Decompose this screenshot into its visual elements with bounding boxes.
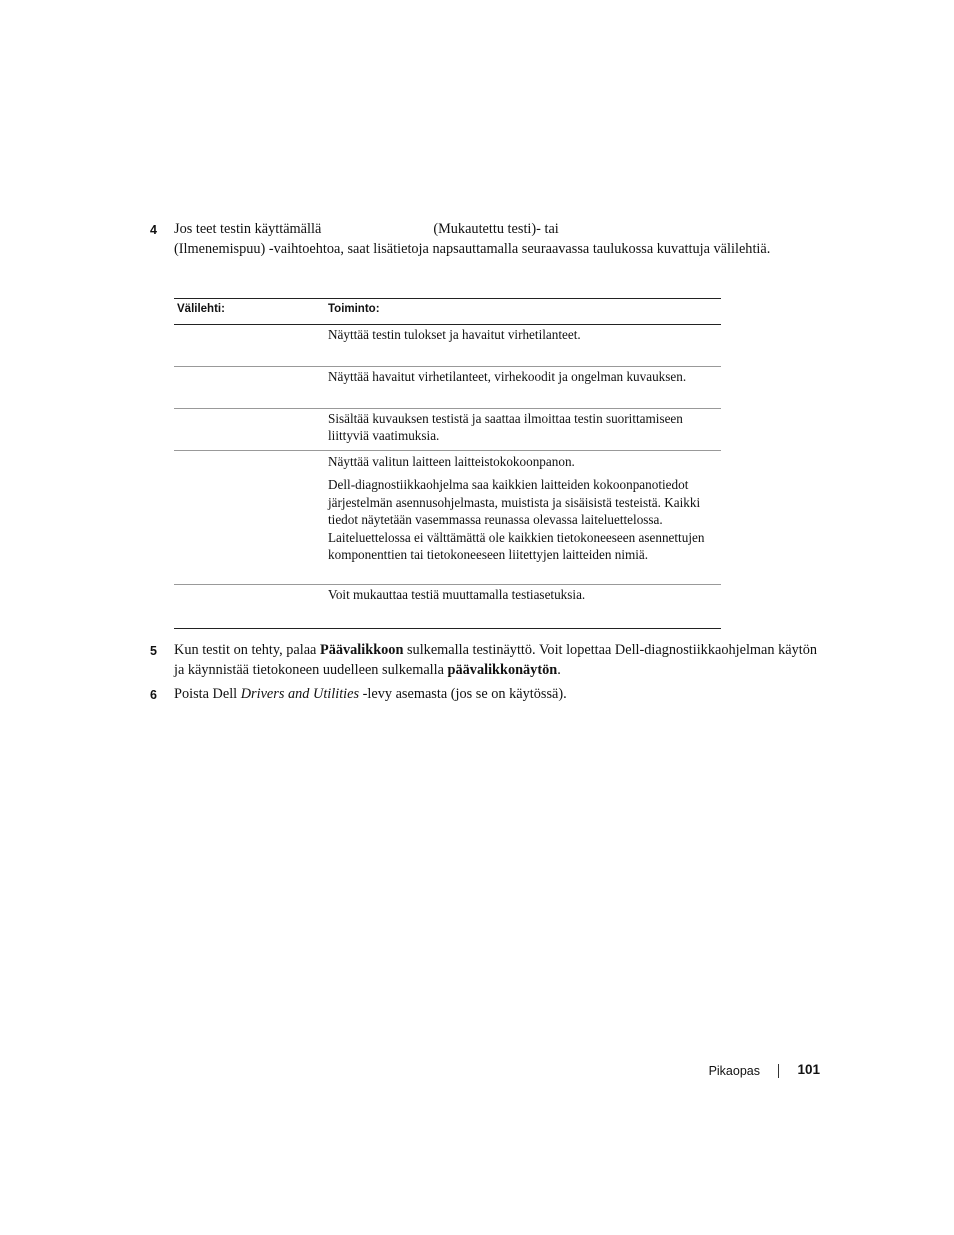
menu-name: päävalikkonäytön bbox=[447, 661, 558, 678]
menu-name: Päävalikkoon bbox=[319, 642, 404, 658]
step-number: 5 bbox=[150, 644, 157, 658]
step-number: 4 bbox=[150, 223, 157, 237]
cell-paragraph: Voit mukauttaa testiä muuttamalla testiasetuksia. bbox=[328, 587, 586, 602]
media-name: Drivers and Utilities bbox=[240, 686, 360, 702]
table-cell-function bbox=[328, 410, 708, 451]
step-text-part: Jos teet testin käyttämällä bbox=[174, 221, 322, 237]
step-text bbox=[174, 641, 824, 680]
cell-paragraph: Näyttää havaitut virhetilanteet, virhekoodit ja ongelman kuvauksen. bbox=[328, 369, 687, 384]
step-number: 6 bbox=[150, 688, 157, 702]
table-cell-function bbox=[328, 326, 708, 349]
page-footer bbox=[640, 1062, 820, 1082]
step-text-part: (Ilmenemispuu) -vaihtoehtoa, saat lisätietoja napsauttamalla seuraavassa taulukossa kuvattuja välilehtiä. bbox=[174, 240, 771, 257]
table-header bbox=[174, 299, 721, 325]
column-header-function: Toiminto: bbox=[328, 303, 380, 315]
table-row bbox=[174, 367, 721, 409]
table-row bbox=[174, 585, 721, 627]
step-text bbox=[174, 685, 824, 705]
step-text-part: sulkemalla testinäyttö. Voit lopettaa Dell-diagnostiikkaohjelman käytön ja käynnistää tietokoneen uudelleen sulkemalla bbox=[174, 642, 818, 678]
cell-paragraph: Sisältää kuvauksen testistä ja saattaa ilmoittaa testin suorittamiseen liittyviä vaatimuksia. bbox=[328, 411, 683, 444]
tabs-table bbox=[174, 298, 721, 629]
table-row bbox=[174, 451, 721, 585]
step-text-part: . bbox=[557, 661, 561, 678]
table-row bbox=[174, 325, 721, 367]
footer-divider bbox=[778, 1064, 779, 1078]
footer-section: Pikaopas bbox=[708, 1064, 760, 1078]
step-text-part: -levy asemasta (jos se on käytössä). bbox=[359, 686, 567, 702]
step-text bbox=[174, 220, 824, 259]
table-cell-function bbox=[328, 453, 708, 569]
cell-paragraph: Näyttää valitun laitteen laitteistokokoonpanon. bbox=[328, 454, 575, 469]
table-row bbox=[174, 409, 721, 451]
step-text-part: Kun testit on tehty, palaa bbox=[174, 642, 320, 658]
table-cell-function bbox=[328, 586, 708, 609]
page-number: 101 bbox=[797, 1062, 820, 1077]
step-text-part: Poista Dell bbox=[174, 686, 241, 702]
cell-paragraph: Dell-diagnostiikkaohjelma saa kaikkien laitteiden kokoonpanotiedot järjestelmän asennusohjelmasta, muistista ja sisäisistä testeistä. Kaikki tiedot näytetään vasemmassa reunassa olevassa laiteluettelossa. Laiteluettelossa ei välttämättä ole kaikkien tietokoneeseen asennettujen komponenttien tai tietokoneeseen liitettyjen laitteiden nimiä. bbox=[328, 477, 705, 563]
cell-paragraph: Näyttää testin tulokset ja havaitut virhetilanteet. bbox=[328, 327, 581, 342]
column-header-tab: Välilehti: bbox=[177, 303, 225, 315]
step-text-part: (Mukautettu testi)- tai bbox=[433, 221, 559, 237]
table-cell-function bbox=[328, 368, 708, 391]
